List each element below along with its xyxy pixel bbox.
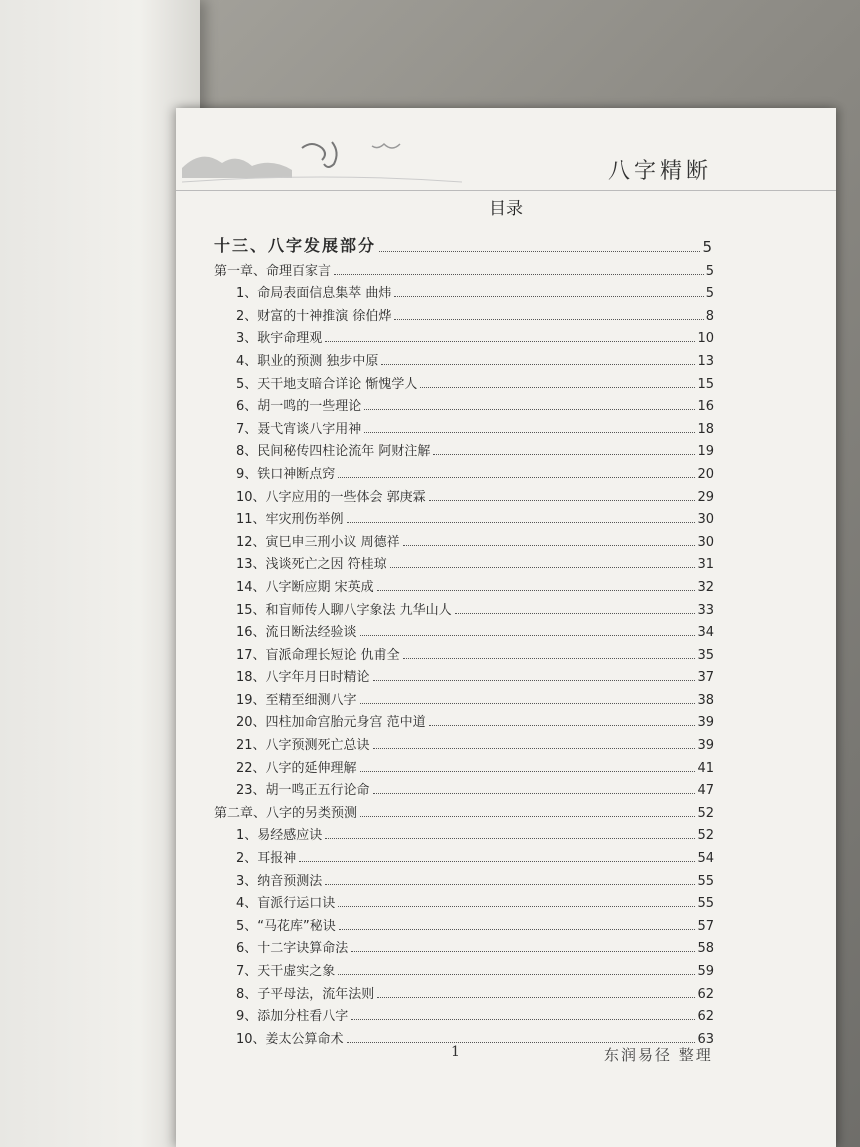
toc-entry bbox=[214, 482, 714, 505]
toc-entry-page: 5 bbox=[705, 263, 714, 279]
toc-entry-page: 55 bbox=[697, 873, 714, 889]
table-of-contents bbox=[214, 228, 714, 1047]
dot-leader bbox=[379, 251, 700, 252]
toc-entry-page: 52 bbox=[697, 805, 714, 821]
dot-leader bbox=[429, 500, 696, 501]
ink-landscape-decoration bbox=[182, 128, 462, 188]
toc-entry bbox=[214, 437, 714, 460]
dot-leader bbox=[373, 748, 696, 749]
toc-entry bbox=[214, 866, 714, 889]
book-title: 八字精断 bbox=[607, 159, 712, 184]
toc-entry-page: 58 bbox=[697, 941, 714, 957]
toc-entry-label: 第二章、八字的另类预测 bbox=[214, 805, 358, 821]
toc-entry-label: 5、“马花库”秘诀 bbox=[236, 918, 336, 934]
toc-entry-label: 8、民间秘传四柱论流年 阿财注解 bbox=[236, 444, 431, 460]
toc-entry bbox=[214, 324, 714, 347]
dot-leader bbox=[339, 929, 696, 930]
dot-leader bbox=[381, 364, 695, 365]
toc-entry-page: 8 bbox=[705, 308, 714, 324]
header-divider bbox=[176, 190, 836, 191]
toc-entry-label: 1、易经感应诀 bbox=[236, 828, 323, 844]
dot-leader bbox=[394, 319, 703, 320]
toc-entry-page: 52 bbox=[697, 828, 714, 844]
dot-leader bbox=[429, 725, 696, 726]
dot-leader bbox=[299, 861, 695, 862]
toc-entry-label: 8、子平母法，流年法则 bbox=[236, 986, 375, 1002]
dot-leader bbox=[390, 567, 696, 568]
toc-entry-label: 11、牢灾刑伤举例 bbox=[236, 512, 344, 528]
toc-entry-page: 57 bbox=[697, 918, 714, 934]
dot-leader bbox=[364, 432, 695, 433]
toc-entry-label: 2、耳报神 bbox=[236, 851, 297, 867]
toc-entry-page: 54 bbox=[697, 851, 714, 867]
toc-entry-page: 32 bbox=[697, 579, 714, 595]
dot-leader bbox=[351, 1019, 695, 1020]
toc-entry-page: 15 bbox=[697, 376, 714, 392]
toc-entry-page: 33 bbox=[697, 602, 714, 618]
toc-entry-label: 第一章、命理百家言 bbox=[214, 263, 332, 279]
dot-leader bbox=[351, 951, 695, 952]
dot-leader bbox=[364, 409, 695, 410]
toc-entry bbox=[214, 685, 714, 708]
dot-leader bbox=[325, 838, 695, 839]
toc-chapter bbox=[214, 798, 714, 821]
toc-entry-page: 63 bbox=[697, 1031, 714, 1047]
toc-entry-label: 13、浅谈死亡之因 符桂琼 bbox=[236, 557, 387, 573]
toc-entry bbox=[214, 1002, 714, 1025]
toc-entry bbox=[214, 369, 714, 392]
toc-entry-page: 37 bbox=[697, 670, 714, 686]
toc-entry-label: 12、寅巳申三刑小议 周德祥 bbox=[236, 534, 400, 550]
toc-heading: 目录 bbox=[489, 199, 523, 219]
dot-leader bbox=[403, 658, 696, 659]
toc-entry-label: 7、天干虚实之象 bbox=[236, 964, 336, 979]
toc-entry-label: 9、添加分柱看八字 bbox=[236, 1009, 349, 1025]
toc-entry-page: 39 bbox=[697, 715, 714, 731]
toc-entry-page: 35 bbox=[697, 647, 714, 663]
toc-entry-page: 16 bbox=[697, 399, 714, 415]
toc-entry-label: 1、命局表面信息集萃 曲炜 bbox=[236, 286, 392, 302]
toc-entry bbox=[214, 550, 714, 573]
dot-leader bbox=[325, 884, 695, 885]
toc-entry-page: 19 bbox=[697, 444, 714, 460]
dot-leader bbox=[347, 1042, 696, 1043]
toc-entry bbox=[214, 821, 714, 844]
toc-entry-label: 3、耿宇命理观 bbox=[236, 331, 323, 347]
toc-entry bbox=[214, 911, 714, 934]
toc-entry-label: 4、职业的预测 独步中原 bbox=[236, 353, 379, 369]
toc-entry-label: 23、胡一鸣正五行论命 bbox=[236, 783, 370, 799]
dot-leader bbox=[455, 613, 696, 614]
toc-entry bbox=[214, 595, 714, 618]
toc-entry-label: 十三、八字发展部分 bbox=[214, 236, 377, 255]
toc-entry-label: 5、天干地支暗合详论 惭愧学人 bbox=[236, 376, 418, 392]
footer-brand: 东润易径 整理 bbox=[604, 1046, 713, 1064]
toc-entry bbox=[214, 346, 714, 369]
toc-entry-label: 14、八字断应期 宋英成 bbox=[236, 579, 374, 595]
toc-entry-label: 19、至精至细测八字 bbox=[236, 692, 357, 708]
toc-entry-page: 29 bbox=[697, 489, 714, 505]
toc-entry-label: 4、盲派行运口诀 bbox=[236, 896, 336, 912]
dot-leader bbox=[403, 545, 696, 546]
toc-entry-label: 7、聂弋宵谈八字用神 bbox=[236, 421, 362, 437]
toc-entry-label: 22、八字的延伸理解 bbox=[236, 760, 357, 776]
toc-entry-page: 10 bbox=[697, 331, 714, 347]
dot-leader bbox=[377, 590, 696, 591]
dot-leader bbox=[325, 341, 695, 342]
toc-entry bbox=[214, 279, 714, 302]
toc-entry bbox=[214, 505, 714, 528]
toc-entry-label: 20、四柱加命宫胎元身宫 范中道 bbox=[236, 715, 426, 731]
toc-entry bbox=[214, 663, 714, 686]
toc-entry bbox=[214, 572, 714, 595]
toc-entry bbox=[214, 414, 714, 437]
dot-leader bbox=[334, 274, 704, 275]
toc-entry-label: 6、胡一鸣的一些理论 bbox=[236, 399, 362, 415]
dot-leader bbox=[360, 635, 696, 636]
toc-entry-page: 5 bbox=[705, 286, 714, 302]
toc-entry-page: 38 bbox=[697, 692, 714, 708]
toc-entry bbox=[214, 979, 714, 1002]
toc-entry-label: 2、财富的十神推演 徐伯烨 bbox=[236, 308, 392, 324]
dot-leader bbox=[338, 974, 695, 975]
document-page bbox=[176, 108, 836, 1147]
toc-entry-label: 9、铁口神断点窍 bbox=[236, 466, 336, 482]
toc-entry-page: 59 bbox=[697, 964, 714, 979]
toc-entry bbox=[214, 730, 714, 753]
toc-entry-label: 16、流日断法经验谈 bbox=[236, 625, 357, 641]
toc-entry-page: 31 bbox=[697, 557, 714, 573]
toc-entry bbox=[214, 527, 714, 550]
dot-leader bbox=[360, 771, 696, 772]
toc-entry-label: 3、纳音预测法 bbox=[236, 873, 323, 889]
toc-entry bbox=[214, 640, 714, 663]
toc-entry-label: 15、和盲师传人聊八字象法 九华山人 bbox=[236, 602, 452, 618]
dot-leader bbox=[360, 816, 695, 817]
toc-chapter bbox=[214, 256, 714, 279]
left-page-edge bbox=[0, 0, 200, 1147]
toc-entry-page: 30 bbox=[697, 534, 714, 550]
toc-entry-page: 30 bbox=[697, 512, 714, 528]
dot-leader bbox=[377, 997, 695, 998]
dot-leader bbox=[394, 296, 703, 297]
toc-entry-label: 6、十二字诀算命法 bbox=[236, 941, 349, 957]
toc-entry bbox=[214, 459, 714, 482]
toc-entry-page: 39 bbox=[697, 738, 714, 754]
toc-entry-page: 41 bbox=[697, 760, 714, 776]
dot-leader bbox=[347, 522, 696, 523]
toc-entry-label: 18、八字年月日时精论 bbox=[236, 670, 370, 686]
dot-leader bbox=[373, 680, 696, 681]
toc-entry bbox=[214, 956, 714, 979]
toc-entry-label: 21、八字预测死亡总诀 bbox=[236, 738, 370, 754]
page-number: 1 bbox=[451, 1044, 460, 1060]
dot-leader bbox=[338, 477, 695, 478]
toc-entry-page: 55 bbox=[697, 896, 714, 912]
toc-entry-page: 47 bbox=[697, 783, 714, 799]
toc-entry bbox=[214, 392, 714, 415]
dot-leader bbox=[360, 703, 696, 704]
toc-entry bbox=[214, 301, 714, 324]
toc-entry-page: 62 bbox=[697, 986, 714, 1002]
toc-entry bbox=[214, 843, 714, 866]
toc-entry bbox=[214, 708, 714, 731]
toc-part bbox=[214, 228, 714, 256]
toc-entry-label: 10、姜太公算命术 bbox=[236, 1031, 344, 1047]
toc-entry-page: 18 bbox=[697, 421, 714, 437]
toc-entry-page: 5 bbox=[702, 238, 714, 256]
toc-entry bbox=[214, 753, 714, 776]
dot-leader bbox=[433, 454, 695, 455]
toc-entry-label: 10、八字应用的一些体会 郭庚霖 bbox=[236, 489, 426, 505]
toc-entry-label: 17、盲派命理长短论 仇甫全 bbox=[236, 647, 400, 663]
toc-entry-page: 20 bbox=[697, 466, 714, 482]
toc-entry bbox=[214, 776, 714, 799]
toc-entry bbox=[214, 889, 714, 912]
dot-leader bbox=[420, 387, 695, 388]
toc-entry bbox=[214, 618, 714, 641]
toc-entry-page: 34 bbox=[697, 625, 714, 641]
dot-leader bbox=[338, 906, 695, 907]
toc-entry bbox=[214, 934, 714, 957]
dot-leader bbox=[373, 793, 696, 794]
toc-entry-page: 13 bbox=[697, 353, 714, 369]
toc-entry-page: 62 bbox=[697, 1009, 714, 1025]
